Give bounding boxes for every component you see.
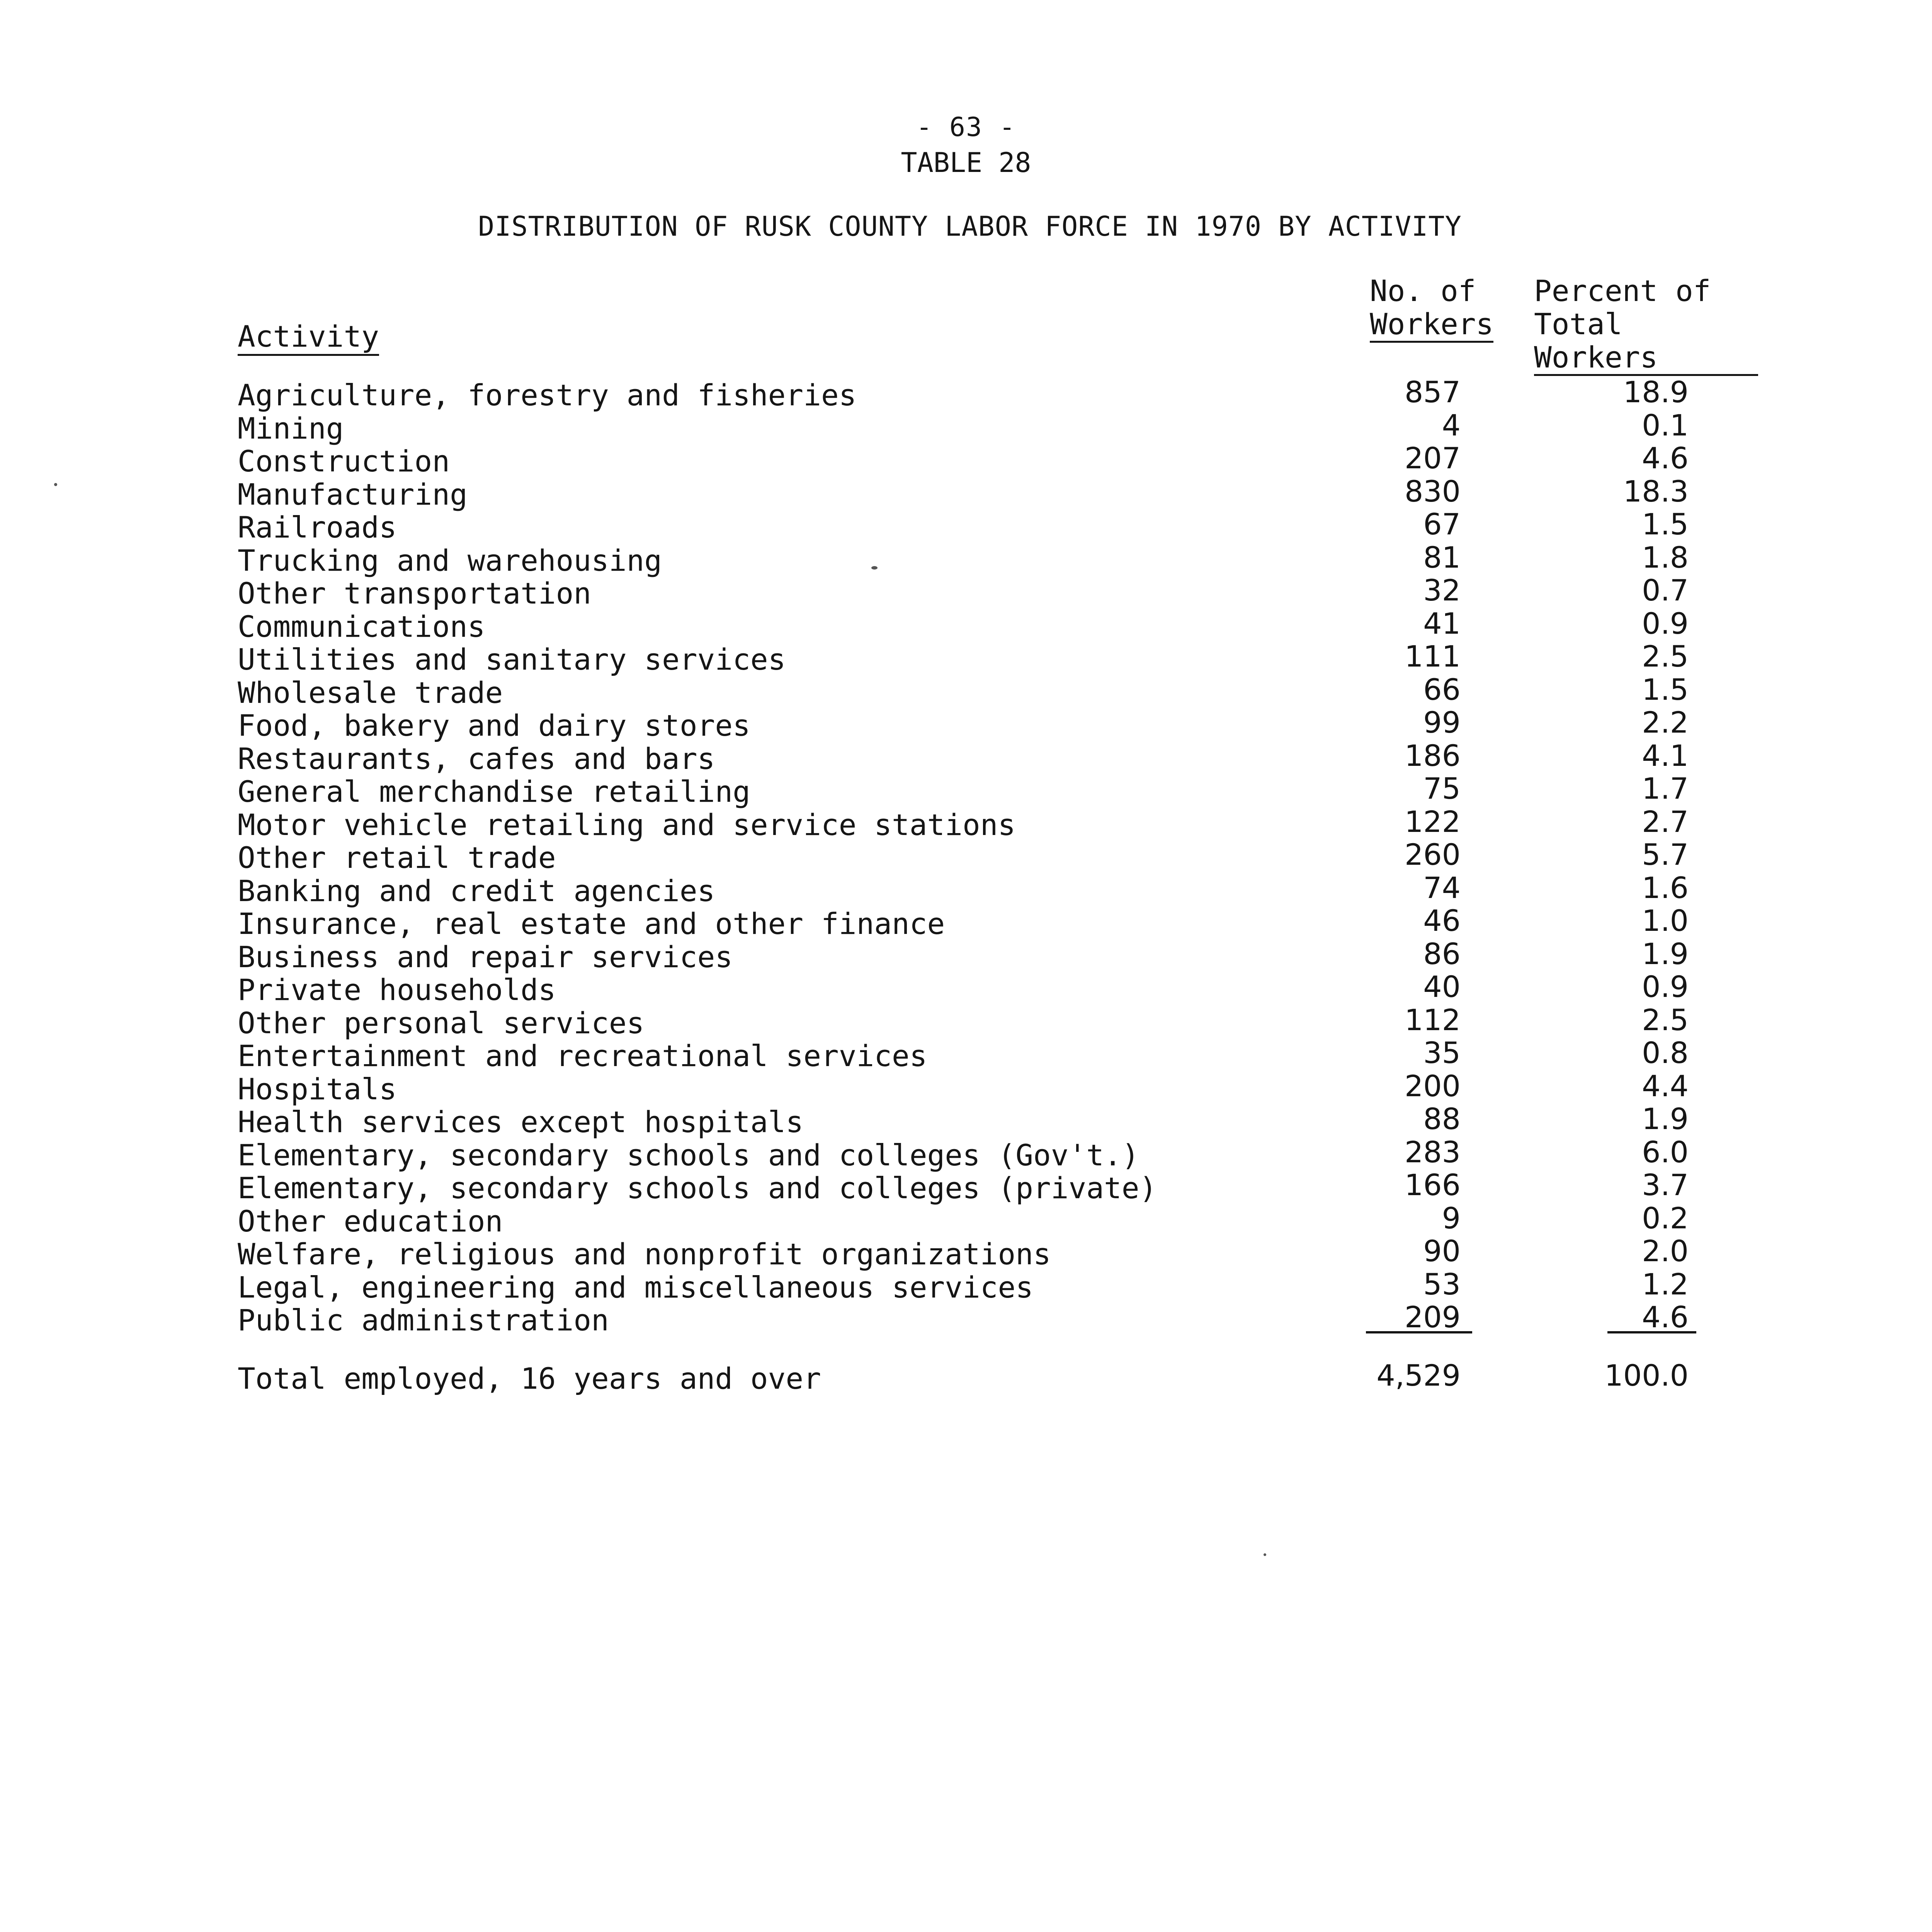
activity-cell: Other retail trade	[238, 840, 556, 875]
workers-cell: 99	[1423, 705, 1461, 740]
workers-cell: 283	[1404, 1134, 1461, 1169]
workers-cell: 67	[1423, 507, 1461, 541]
table-row	[0, 1267, 1932, 1304]
percent-cell: 2.2	[1642, 705, 1689, 740]
percent-cell: 0.8	[1642, 1036, 1689, 1070]
workers-cell: 857	[1404, 375, 1461, 409]
table-row	[0, 672, 1932, 710]
table-row	[0, 903, 1932, 941]
scan-speck	[871, 566, 878, 570]
percent-cell: 5.7	[1642, 837, 1689, 872]
workers-cell: 9	[1442, 1201, 1461, 1235]
table-row	[0, 1002, 1932, 1040]
activity-cell: Food, bakery and dairy stores	[238, 708, 750, 743]
percent-cell: 1.6	[1642, 870, 1689, 905]
workers-cell: 186	[1404, 738, 1461, 773]
percent-cell: 0.2	[1642, 1201, 1689, 1235]
table-row	[0, 804, 1932, 842]
table-row	[0, 1068, 1932, 1106]
activity-cell: Other education	[238, 1204, 503, 1238]
activity-cell: Banking and credit agencies	[238, 873, 715, 908]
workers-cell: 4	[1442, 408, 1461, 442]
column-header-workers	[1370, 274, 1493, 343]
column-header-workers-line1: No. of	[1370, 274, 1476, 308]
workers-cell: 88	[1423, 1102, 1461, 1136]
workers-cell: 75	[1423, 771, 1461, 806]
table-row	[0, 540, 1932, 578]
column-header-workers-line2: Workers	[1370, 308, 1493, 343]
workers-cell: 166	[1404, 1168, 1461, 1202]
activity-cell: Elementary, secondary schools and colleges (private)	[238, 1171, 1157, 1205]
activity-cell: Entertainment and recreational services	[238, 1039, 927, 1073]
activity-cell: Legal, engineering and miscellaneous services	[238, 1270, 1034, 1304]
table-row	[0, 969, 1932, 1007]
activity-cell: Railroads	[238, 510, 397, 544]
percent-cell: 0.1	[1642, 408, 1689, 442]
workers-cell: 112	[1404, 1002, 1461, 1037]
column-header-percent	[1534, 274, 1758, 376]
workers-cell: 830	[1404, 474, 1461, 509]
total-percent: 100.0	[1604, 1358, 1689, 1393]
table-row	[0, 1168, 1932, 1205]
table-row	[0, 738, 1932, 776]
total-row	[0, 1358, 1932, 1397]
activity-cell: Motor vehicle retailing and service stations	[238, 807, 1016, 842]
percent-cell: 2.5	[1642, 1002, 1689, 1037]
percent-cell: 4.1	[1642, 738, 1689, 773]
page-number: - 63 -	[916, 112, 1016, 143]
total-rule-percent	[1607, 1331, 1696, 1333]
percent-cell: 2.5	[1642, 639, 1689, 673]
percent-cell: 6.0	[1642, 1134, 1689, 1169]
table-body	[0, 375, 1932, 1337]
activity-cell: Welfare, religious and nonprofit organizations	[238, 1237, 1051, 1271]
table-label: TABLE 28	[901, 147, 1031, 179]
workers-cell: 32	[1423, 573, 1461, 607]
workers-cell: 122	[1404, 804, 1461, 839]
activity-cell: Trucking and warehousing	[238, 543, 662, 578]
percent-cell: 2.0	[1642, 1234, 1689, 1268]
percent-cell: 0.9	[1642, 969, 1689, 1004]
percent-cell: 4.6	[1642, 441, 1689, 475]
activity-cell: Other personal services	[238, 1005, 645, 1040]
workers-cell: 111	[1404, 639, 1461, 673]
workers-cell: 53	[1423, 1267, 1461, 1301]
workers-cell: 35	[1423, 1036, 1461, 1070]
activity-cell: Agriculture, forestry and fisheries	[238, 378, 857, 412]
activity-cell: Elementary, secondary schools and colleges (Gov't.)	[238, 1138, 1139, 1172]
percent-cell: 18.3	[1623, 474, 1689, 509]
total-rule-workers	[1366, 1331, 1472, 1333]
percent-cell: 0.7	[1642, 573, 1689, 607]
total-workers: 4,529	[1376, 1358, 1461, 1393]
activity-cell: Mining	[238, 411, 344, 446]
percent-cell: 1.5	[1642, 507, 1689, 541]
workers-cell: 41	[1423, 606, 1461, 641]
column-header-percent-line2: Total Workers	[1534, 308, 1758, 376]
activity-cell: Utilities and sanitary services	[238, 642, 786, 677]
percent-cell: 1.2	[1642, 1267, 1689, 1301]
table-row	[0, 1102, 1932, 1139]
table-row	[0, 639, 1932, 677]
activity-cell: Manufacturing	[238, 477, 468, 512]
table-row	[0, 1201, 1932, 1238]
workers-cell: 81	[1423, 540, 1461, 575]
activity-cell: Public administration	[238, 1303, 609, 1337]
percent-cell: 2.7	[1642, 804, 1689, 839]
percent-cell: 4.4	[1642, 1068, 1689, 1103]
workers-cell: 66	[1423, 672, 1461, 707]
table-title: DISTRIBUTION OF RUSK COUNTY LABOR FORCE IN 1970 BY ACTIVITY	[478, 211, 1462, 242]
activity-cell: Construction	[238, 444, 450, 478]
activity-cell: Private households	[238, 973, 556, 1007]
percent-cell: 1.9	[1642, 1102, 1689, 1136]
percent-cell: 4.6	[1642, 1300, 1689, 1334]
percent-cell: 3.7	[1642, 1168, 1689, 1202]
table-row	[0, 1036, 1932, 1073]
activity-cell: Hospitals	[238, 1071, 397, 1106]
workers-cell: 260	[1404, 837, 1461, 872]
activity-cell: Insurance, real estate and other finance	[238, 906, 945, 941]
activity-cell: Communications	[238, 609, 485, 644]
table-row	[0, 705, 1932, 743]
activity-cell: Wholesale trade	[238, 675, 503, 710]
table-row	[0, 771, 1932, 809]
percent-cell: 1.7	[1642, 771, 1689, 806]
table-row	[0, 870, 1932, 908]
percent-cell: 1.5	[1642, 672, 1689, 707]
activity-cell: General merchandise retailing	[238, 774, 750, 809]
workers-cell: 207	[1404, 441, 1461, 475]
percent-cell: 1.9	[1642, 936, 1689, 971]
table-row	[0, 375, 1932, 412]
activity-cell: Restaurants, cafes and bars	[238, 741, 715, 776]
column-header-activity: Activity	[238, 320, 379, 356]
table-row	[0, 441, 1932, 478]
table-row	[0, 408, 1932, 446]
activity-cell: Health services except hospitals	[238, 1105, 804, 1139]
total-label: Total employed, 16 years and over	[238, 1361, 821, 1396]
column-header-percent-line1: Percent of	[1534, 274, 1711, 308]
percent-cell: 1.8	[1642, 540, 1689, 575]
table-row	[0, 606, 1932, 644]
table-row	[0, 1234, 1932, 1271]
table-row	[0, 507, 1932, 544]
workers-cell: 74	[1423, 870, 1461, 905]
table-row	[0, 474, 1932, 512]
percent-cell: 18.9	[1623, 375, 1689, 409]
table-row	[0, 1134, 1932, 1172]
activity-cell: Other transportation	[238, 576, 592, 611]
workers-cell: 90	[1423, 1234, 1461, 1268]
table-row	[0, 837, 1932, 875]
percent-cell: 1.0	[1642, 903, 1689, 938]
table-row	[0, 573, 1932, 611]
scan-speck	[1264, 1553, 1266, 1556]
workers-cell: 209	[1404, 1300, 1461, 1334]
workers-cell: 40	[1423, 969, 1461, 1004]
workers-cell: 46	[1423, 903, 1461, 938]
scan-speck	[54, 483, 57, 486]
table-row	[0, 936, 1932, 974]
percent-cell: 0.9	[1642, 606, 1689, 641]
activity-cell: Business and repair services	[238, 939, 733, 974]
workers-cell: 200	[1404, 1068, 1461, 1103]
workers-cell: 86	[1423, 936, 1461, 971]
